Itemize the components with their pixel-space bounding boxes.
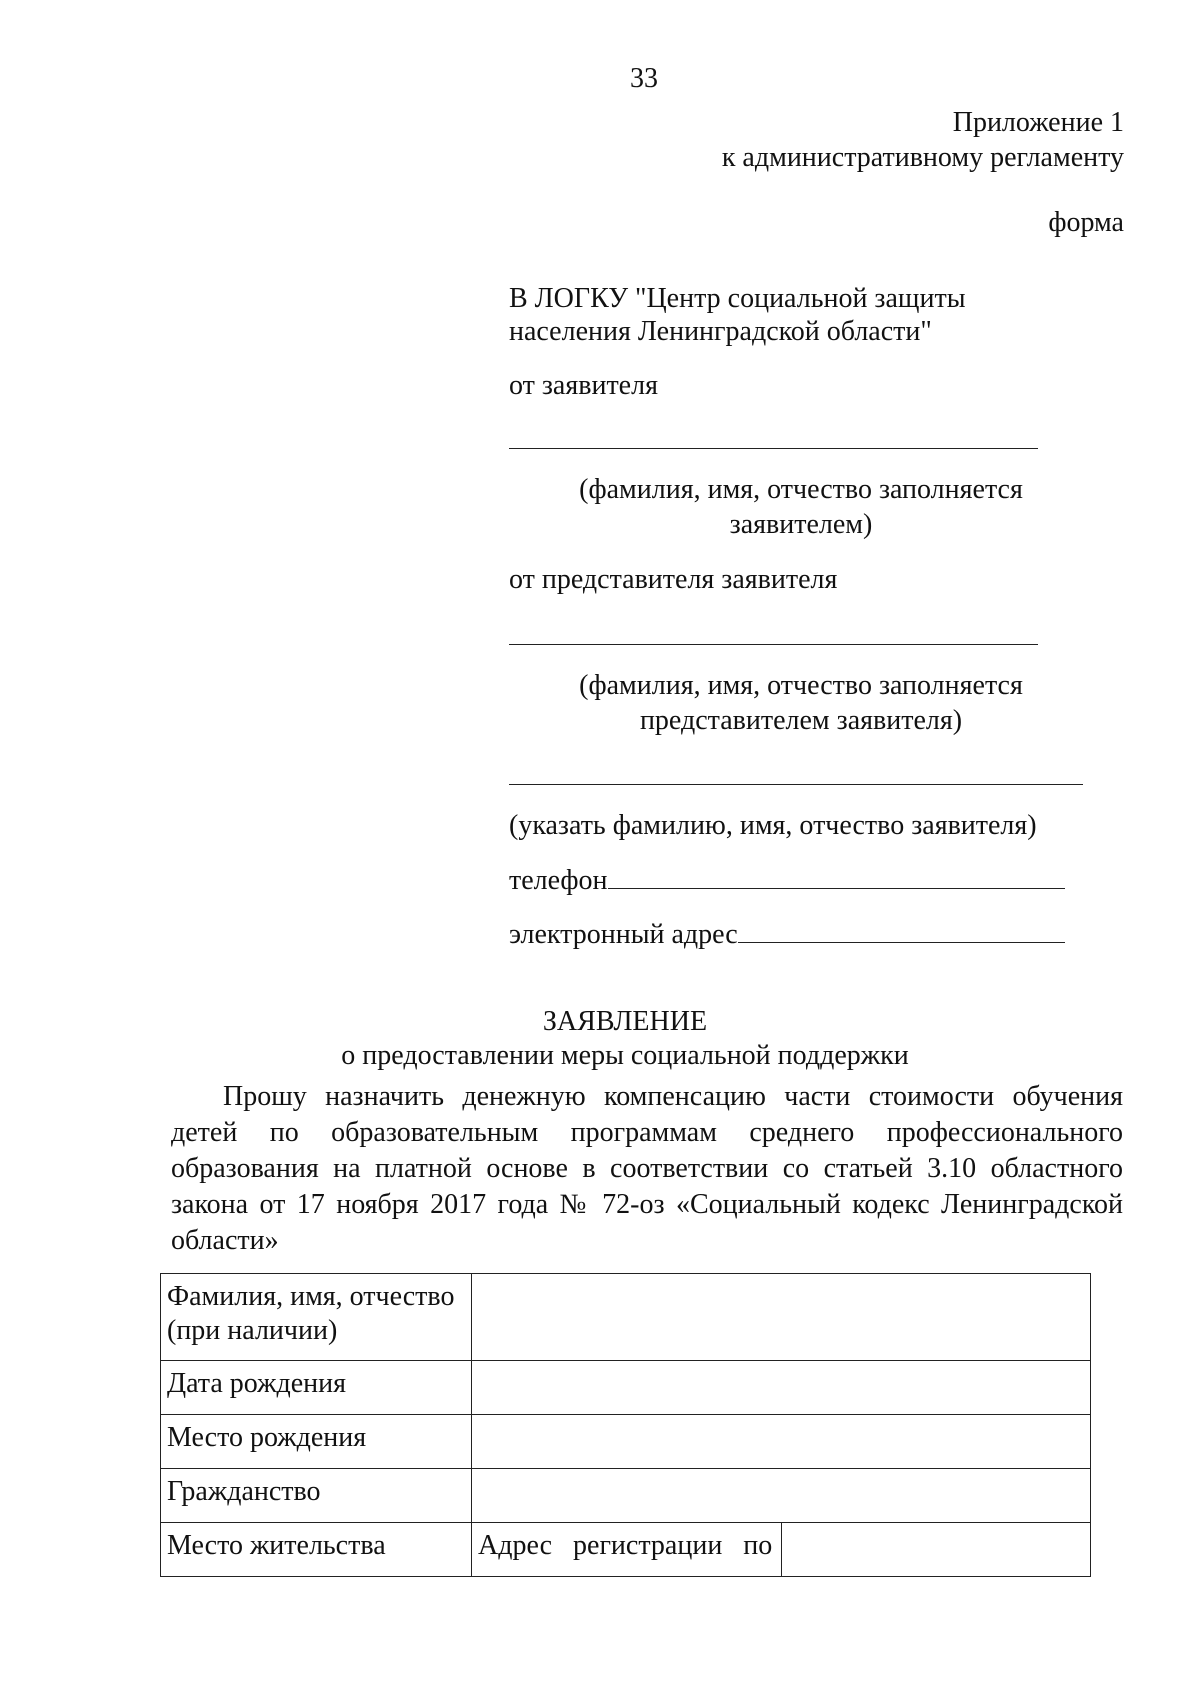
applicant-name-indication-line xyxy=(509,784,1083,785)
row-label-citizenship: Гражданство xyxy=(161,1469,472,1523)
applicant-info-table xyxy=(160,1273,1091,1577)
row-label-birth-date: Дата рождения xyxy=(161,1361,472,1415)
appendix-title: Приложение 1 xyxy=(952,107,1124,138)
statement-title: ЗАЯВЛЕНИЕ xyxy=(542,1006,708,1037)
representative-name-blank-line xyxy=(509,644,1038,645)
applicant-name-blank-line xyxy=(509,448,1038,449)
table-row xyxy=(161,1469,1091,1523)
addressee-line-2: населения Ленинградской области" xyxy=(509,316,932,347)
indicate-name-hint: (указать фамилию, имя, отчество заявителя) xyxy=(509,810,1037,841)
table-row xyxy=(161,1415,1091,1469)
table-row xyxy=(161,1361,1091,1415)
applicant-hint-line-1: (фамилия, имя, отчество заполняется xyxy=(579,474,1023,505)
statement-body: Прошу назначить денежную компенсацию части стоимости обучения детей по образовательным программам среднего профессионального образования на платной основе в соответствии со статьей 3.10 областного закона от 17 ноября 2017 года № 72-оз «Социальный кодекс Ленинградской области» xyxy=(171,1081,1123,1256)
row-label-residence: Место жительства xyxy=(161,1523,472,1577)
phone-label: телефон xyxy=(509,865,608,896)
table-row xyxy=(161,1523,1091,1577)
row-label-birth-place: Место рождения xyxy=(161,1415,472,1469)
email-row xyxy=(509,918,1109,952)
birth-date-value-cell[interactable] xyxy=(472,1361,1091,1415)
statement-subtitle: о предоставлении меры социальной поддержки xyxy=(341,1040,909,1071)
full-name-value-cell[interactable] xyxy=(472,1274,1091,1361)
phone-blank-line xyxy=(608,866,1065,889)
registration-address-value-cell[interactable] xyxy=(782,1523,1091,1577)
form-label: форма xyxy=(1048,207,1124,238)
email-label: электронный адрес xyxy=(509,919,738,950)
citizenship-value-cell[interactable] xyxy=(472,1469,1091,1523)
page-number: 33 xyxy=(630,63,658,94)
row-label-full-name: Фамилия, имя, отчество (при наличии) xyxy=(161,1274,472,1361)
phone-row xyxy=(509,864,1109,898)
birth-place-value-cell[interactable] xyxy=(472,1415,1091,1469)
appendix-subtitle: к административному регламенту xyxy=(721,142,1124,173)
addressee-line-1: В ЛОГКУ "Центр социальной защиты xyxy=(509,283,966,314)
table-row xyxy=(161,1274,1091,1361)
representative-hint-line-2: представителем заявителя) xyxy=(639,705,963,736)
from-applicant-label: от заявителя xyxy=(509,370,658,401)
from-representative-label: от представителя заявителя xyxy=(509,564,838,595)
email-blank-line xyxy=(738,920,1065,943)
registration-address-label: Адрес регистрации по xyxy=(472,1523,782,1577)
applicant-hint-line-2: заявителем) xyxy=(729,509,873,540)
representative-hint-line-1: (фамилия, имя, отчество заполняется xyxy=(579,670,1023,701)
